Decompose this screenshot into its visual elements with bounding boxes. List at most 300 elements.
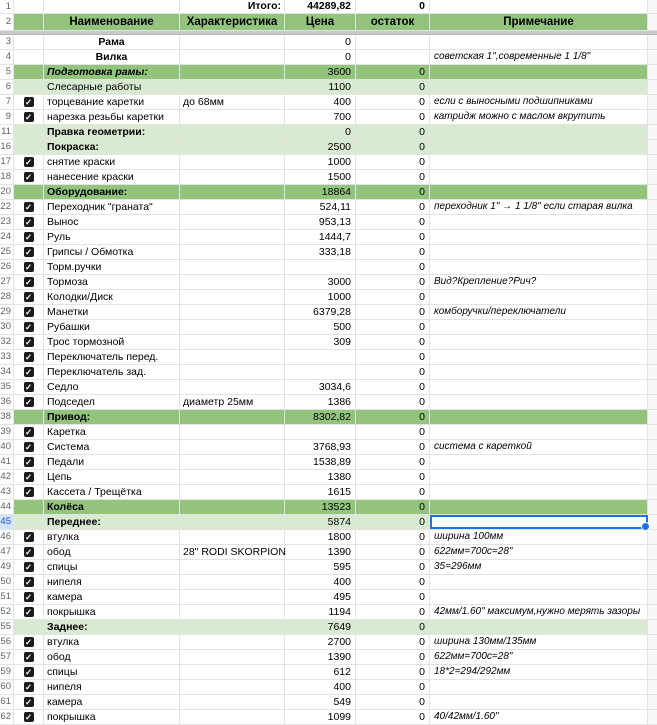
header-name[interactable]: Наименование	[44, 14, 180, 30]
checkbox-cell[interactable]	[14, 260, 44, 274]
row-number[interactable]: 44	[0, 500, 14, 514]
cell-name[interactable]: втулка	[44, 635, 180, 649]
totals-label[interactable]: Итого:	[180, 0, 285, 13]
checkbox-checked-icon[interactable]	[24, 427, 34, 437]
cell-characteristic[interactable]	[180, 560, 285, 574]
row-number[interactable]: 34	[0, 365, 14, 379]
row-number[interactable]: 26	[0, 260, 14, 274]
cell-name[interactable]: Слесарные работы	[44, 80, 180, 94]
cell-stock[interactable]: 0	[356, 710, 430, 724]
checkbox-checked-icon[interactable]	[24, 277, 34, 287]
cell-note[interactable]	[430, 500, 648, 514]
cell-characteristic[interactable]	[180, 290, 285, 304]
selected-cell[interactable]	[430, 515, 648, 529]
cell-stock[interactable]: 0	[356, 335, 430, 349]
cell-note[interactable]	[430, 590, 648, 604]
cell-name[interactable]: Трос тормозной	[44, 335, 180, 349]
cell-name[interactable]: Вилка	[44, 50, 180, 64]
cell-stock[interactable]: 0	[356, 695, 430, 709]
cell-characteristic[interactable]	[180, 80, 285, 94]
cell-price[interactable]: 13523	[285, 500, 356, 514]
cell-note[interactable]: система с кареткой	[430, 440, 648, 454]
cell-note[interactable]: ширина 130мм/135мм	[430, 635, 648, 649]
cell-stock[interactable]: 0	[356, 185, 430, 199]
checkbox-cell-empty[interactable]	[14, 515, 44, 529]
cell-note[interactable]	[430, 290, 648, 304]
checkbox-checked-icon[interactable]	[24, 652, 34, 662]
checkbox-cell-empty[interactable]	[14, 410, 44, 424]
cell-price[interactable]: 3768,93	[285, 440, 356, 454]
cell-note[interactable]	[430, 335, 648, 349]
cell-name[interactable]: втулка	[44, 530, 180, 544]
cell-stock[interactable]: 0	[356, 545, 430, 559]
cell-stock[interactable]: 0	[356, 575, 430, 589]
checkbox-cell-empty[interactable]	[14, 50, 44, 64]
cell-stock[interactable]: 0	[356, 680, 430, 694]
row-number[interactable]: 22	[0, 200, 14, 214]
cell-characteristic[interactable]	[180, 605, 285, 619]
checkbox-cell-empty[interactable]	[14, 500, 44, 514]
cell-name[interactable]: Переходник "граната"	[44, 200, 180, 214]
cell-characteristic[interactable]	[180, 575, 285, 589]
cell-characteristic[interactable]	[180, 425, 285, 439]
cell-characteristic[interactable]	[180, 665, 285, 679]
cell-name[interactable]: Цепь	[44, 470, 180, 484]
totals-stock-value[interactable]: 0	[356, 0, 430, 13]
cell-stock[interactable]: 0	[356, 665, 430, 679]
row-number[interactable]: 18	[0, 170, 14, 184]
fill-handle[interactable]	[641, 522, 650, 531]
cell-stock[interactable]: 0	[356, 110, 430, 124]
cell-note[interactable]: Вид?Крепление?Рич?	[430, 275, 648, 289]
cell-characteristic[interactable]	[180, 215, 285, 229]
checkbox-cell[interactable]	[14, 305, 44, 319]
cell-price[interactable]: 2500	[285, 140, 356, 154]
cell-stock[interactable]: 0	[356, 380, 430, 394]
checkbox-checked-icon[interactable]	[24, 637, 34, 647]
header-checkbox-col[interactable]	[14, 14, 44, 30]
cell-name[interactable]: покрышка	[44, 710, 180, 724]
checkbox-checked-icon[interactable]	[24, 667, 34, 677]
checkbox-checked-icon[interactable]	[24, 442, 34, 452]
cell-price[interactable]: 3000	[285, 275, 356, 289]
cell-note[interactable]: 622мм=700с=28"	[430, 650, 648, 664]
checkbox-checked-icon[interactable]	[24, 247, 34, 257]
cell-characteristic[interactable]	[180, 380, 285, 394]
cell-name[interactable]: Подседел	[44, 395, 180, 409]
cell-name[interactable]: нанесение краски	[44, 170, 180, 184]
checkbox-cell[interactable]	[14, 575, 44, 589]
cell-price[interactable]: 3034,6	[285, 380, 356, 394]
checkbox-cell[interactable]	[14, 710, 44, 724]
checkbox-cell[interactable]	[14, 365, 44, 379]
cell-note[interactable]	[430, 260, 648, 274]
row-number[interactable]: 42	[0, 470, 14, 484]
checkbox-cell[interactable]	[14, 635, 44, 649]
checkbox-cell-empty[interactable]	[14, 125, 44, 139]
row-number[interactable]: 57	[0, 650, 14, 664]
checkbox-cell[interactable]	[14, 350, 44, 364]
cell-note[interactable]: 18*2=294/292мм	[430, 665, 648, 679]
cell-name[interactable]: Кассета / Трещётка	[44, 485, 180, 499]
cell-name[interactable]: Грипсы / Обмотка	[44, 245, 180, 259]
checkbox-cell-empty[interactable]	[14, 620, 44, 634]
row-number[interactable]: 35	[0, 380, 14, 394]
cell-price[interactable]: 1194	[285, 605, 356, 619]
cell-stock[interactable]: 0	[356, 635, 430, 649]
checkbox-checked-icon[interactable]	[24, 547, 34, 557]
cell-name[interactable]: Система	[44, 440, 180, 454]
cell-price[interactable]: 400	[285, 575, 356, 589]
cell-characteristic[interactable]	[180, 650, 285, 664]
checkbox-checked-icon[interactable]	[24, 562, 34, 572]
cell-name[interactable]: Манетки	[44, 305, 180, 319]
cell-stock[interactable]: 0	[356, 125, 430, 139]
cell-stock[interactable]: 0	[356, 425, 430, 439]
row-number[interactable]: 32	[0, 335, 14, 349]
cell-note[interactable]	[430, 680, 648, 694]
checkbox-cell[interactable]	[14, 695, 44, 709]
header-note[interactable]: Примечание	[430, 14, 648, 30]
row-number[interactable]: 62	[0, 710, 14, 724]
cell-stock[interactable]: 0	[356, 470, 430, 484]
checkbox-cell[interactable]	[14, 665, 44, 679]
cell-name[interactable]: Заднее:	[44, 620, 180, 634]
cell-note[interactable]	[430, 35, 648, 49]
cell-name[interactable]: нипеля	[44, 680, 180, 694]
cell-price[interactable]: 8302,82	[285, 410, 356, 424]
cell-price[interactable]: 1538,89	[285, 455, 356, 469]
cell-characteristic[interactable]	[180, 530, 285, 544]
checkbox-checked-icon[interactable]	[24, 307, 34, 317]
cell-stock[interactable]: 0	[356, 200, 430, 214]
cell-characteristic[interactable]	[180, 230, 285, 244]
cell-price[interactable]: 7649	[285, 620, 356, 634]
cell-note[interactable]	[430, 215, 648, 229]
row-number[interactable]: 36	[0, 395, 14, 409]
cell-stock[interactable]: 0	[356, 80, 430, 94]
row-number[interactable]: 27	[0, 275, 14, 289]
cell-stock[interactable]: 0	[356, 320, 430, 334]
row-number[interactable]: 29	[0, 305, 14, 319]
cell-stock[interactable]: 0	[356, 605, 430, 619]
row-number[interactable]: 39	[0, 425, 14, 439]
cell-characteristic[interactable]	[180, 110, 285, 124]
row-number[interactable]: 52	[0, 605, 14, 619]
cell-stock[interactable]: 0	[356, 485, 430, 499]
checkbox-cell[interactable]	[14, 380, 44, 394]
checkbox-cell[interactable]	[14, 200, 44, 214]
checkbox-cell[interactable]	[14, 485, 44, 499]
cell-characteristic[interactable]	[180, 365, 285, 379]
cell-name[interactable]: нипеля	[44, 575, 180, 589]
cell-price[interactable]	[285, 260, 356, 274]
cell-stock[interactable]: 0	[356, 620, 430, 634]
cell-price[interactable]	[285, 425, 356, 439]
checkbox-cell[interactable]	[14, 395, 44, 409]
row-number[interactable]: 9	[0, 110, 14, 124]
cell-name[interactable]: Переднее:	[44, 515, 180, 529]
cell-characteristic[interactable]	[180, 320, 285, 334]
cell-characteristic[interactable]	[180, 620, 285, 634]
cell-price[interactable]: 500	[285, 320, 356, 334]
cell-characteristic[interactable]	[180, 410, 285, 424]
cell-name[interactable]: нарезка резьбы каретки	[44, 110, 180, 124]
cell-price[interactable]: 1380	[285, 470, 356, 484]
row-number[interactable]: 5	[0, 65, 14, 79]
checkbox-cell[interactable]	[14, 215, 44, 229]
cell-note-empty[interactable]	[430, 0, 648, 13]
cell-price[interactable]: 1386	[285, 395, 356, 409]
cell-stock[interactable]: 0	[356, 650, 430, 664]
cell-price[interactable]: 0	[285, 35, 356, 49]
cell-note[interactable]	[430, 320, 648, 334]
cell-price[interactable]: 1099	[285, 710, 356, 724]
cell-name[interactable]: торцевание каретки	[44, 95, 180, 109]
checkbox-checked-icon[interactable]	[24, 337, 34, 347]
checkbox-checked-icon[interactable]	[24, 607, 34, 617]
cell-stock[interactable]: 0	[356, 440, 430, 454]
row-number[interactable]: 20	[0, 185, 14, 199]
cell-price[interactable]: 1800	[285, 530, 356, 544]
cell-note[interactable]	[430, 575, 648, 589]
cell-stock[interactable]: 0	[356, 275, 430, 289]
checkbox-cell-empty[interactable]	[14, 140, 44, 154]
row-number[interactable]: 7	[0, 95, 14, 109]
cell-note[interactable]: 35=296мм	[430, 560, 648, 574]
cell-note[interactable]	[430, 425, 648, 439]
checkbox-checked-icon[interactable]	[24, 217, 34, 227]
checkbox-checked-icon[interactable]	[24, 712, 34, 722]
cell-stock[interactable]: 0	[356, 590, 430, 604]
checkbox-checked-icon[interactable]	[24, 97, 34, 107]
checkbox-cell[interactable]	[14, 335, 44, 349]
row-number[interactable]: 47	[0, 545, 14, 559]
checkbox-cell-empty[interactable]	[14, 185, 44, 199]
cell-stock[interactable]: 0	[356, 365, 430, 379]
cell-price[interactable]: 549	[285, 695, 356, 709]
cell-stock[interactable]: 0	[356, 140, 430, 154]
cell-note[interactable]	[430, 245, 648, 259]
checkbox-cell[interactable]	[14, 275, 44, 289]
cell-note[interactable]: если с выносными подшипниками	[430, 95, 648, 109]
row-number[interactable]: 56	[0, 635, 14, 649]
cell-price[interactable]: 1000	[285, 155, 356, 169]
cell-price[interactable]: 5874	[285, 515, 356, 529]
cell-price[interactable]: 1500	[285, 170, 356, 184]
cell-name[interactable]: Руль	[44, 230, 180, 244]
cell-name[interactable]: Седло	[44, 380, 180, 394]
checkbox-checked-icon[interactable]	[24, 487, 34, 497]
cell-stock[interactable]: 0	[356, 215, 430, 229]
cell-stock[interactable]: 0	[356, 530, 430, 544]
cell-note[interactable]	[430, 185, 648, 199]
checkbox-checked-icon[interactable]	[24, 352, 34, 362]
checkbox-cell[interactable]	[14, 95, 44, 109]
cell-characteristic[interactable]	[180, 140, 285, 154]
header-price[interactable]: Цена	[285, 14, 356, 30]
cell-name[interactable]: Рубашки	[44, 320, 180, 334]
checkbox-checked-icon[interactable]	[24, 577, 34, 587]
row-number[interactable]: 59	[0, 665, 14, 679]
cell-price[interactable]: 953,13	[285, 215, 356, 229]
cell-stock[interactable]: 0	[356, 515, 430, 529]
row-number[interactable]: 17	[0, 155, 14, 169]
cell-name[interactable]: Подготовка рамы:	[44, 65, 180, 79]
cell-note[interactable]	[430, 455, 648, 469]
cell-characteristic[interactable]	[180, 35, 285, 49]
cell-name[interactable]: камера	[44, 695, 180, 709]
row-number[interactable]: 55	[0, 620, 14, 634]
cell-note[interactable]	[430, 65, 648, 79]
checkbox-cell-empty[interactable]	[14, 65, 44, 79]
cell-note[interactable]	[430, 380, 648, 394]
cell-characteristic[interactable]	[180, 50, 285, 64]
cell-price[interactable]: 1390	[285, 545, 356, 559]
checkbox-cell[interactable]	[14, 230, 44, 244]
cell-price[interactable]: 1615	[285, 485, 356, 499]
checkbox-checked-icon[interactable]	[24, 232, 34, 242]
cell-stock[interactable]: 0	[356, 260, 430, 274]
cell-characteristic[interactable]: 28" RODI SKORPION	[180, 545, 285, 559]
cell-characteristic[interactable]	[180, 200, 285, 214]
checkbox-cell[interactable]	[14, 245, 44, 259]
cell-name[interactable]: Каретка	[44, 425, 180, 439]
checkbox-cell-empty[interactable]	[14, 35, 44, 49]
checkbox-cell[interactable]	[14, 455, 44, 469]
cell-name[interactable]: Привод:	[44, 410, 180, 424]
checkbox-checked-icon[interactable]	[24, 592, 34, 602]
cell-stock[interactable]: 0	[356, 65, 430, 79]
cell-characteristic[interactable]	[180, 125, 285, 139]
cell-name[interactable]: Колодки/Диск	[44, 290, 180, 304]
cell-note[interactable]: переходник 1" → 1 1/8" если старая вилка	[430, 200, 648, 214]
cell-characteristic[interactable]	[180, 185, 285, 199]
cell-characteristic[interactable]	[180, 500, 285, 514]
row-number[interactable]: 24	[0, 230, 14, 244]
cell-price[interactable]: 6379,28	[285, 305, 356, 319]
cell-name[interactable]: Оборудование:	[44, 185, 180, 199]
checkbox-cell[interactable]	[14, 590, 44, 604]
row-number[interactable]: 45	[0, 515, 14, 529]
cell-note[interactable]	[430, 125, 648, 139]
checkbox-cell[interactable]	[14, 155, 44, 169]
cell-name[interactable]: Рама	[44, 35, 180, 49]
cell-price[interactable]: 524,11	[285, 200, 356, 214]
cell-note[interactable]	[430, 395, 648, 409]
cell-price[interactable]	[285, 365, 356, 379]
cell-name[interactable]: спицы	[44, 560, 180, 574]
row-number[interactable]: 25	[0, 245, 14, 259]
cell-price[interactable]: 612	[285, 665, 356, 679]
cell-price[interactable]: 3600	[285, 65, 356, 79]
cell-price[interactable]: 1000	[285, 290, 356, 304]
cell-note[interactable]	[430, 695, 648, 709]
cell-stock[interactable]: 0	[356, 455, 430, 469]
row-number[interactable]: 60	[0, 680, 14, 694]
checkbox-cell[interactable]	[14, 110, 44, 124]
cell-characteristic[interactable]	[180, 515, 285, 529]
checkbox-checked-icon[interactable]	[24, 112, 34, 122]
checkbox-cell[interactable]	[14, 470, 44, 484]
cell-note[interactable]	[430, 620, 648, 634]
row-number[interactable]: 3	[0, 35, 14, 49]
cell-characteristic[interactable]	[180, 485, 285, 499]
cell-characteristic[interactable]	[180, 710, 285, 724]
cell-stock[interactable]: 0	[356, 500, 430, 514]
checkbox-checked-icon[interactable]	[24, 367, 34, 377]
cell-stock[interactable]: 0	[356, 305, 430, 319]
cell-note[interactable]: катридж можно с маслом вкрутить	[430, 110, 648, 124]
cell-price[interactable]: 1444,7	[285, 230, 356, 244]
row-number[interactable]: 40	[0, 440, 14, 454]
cell-note[interactable]	[430, 485, 648, 499]
row-number[interactable]: 1	[0, 0, 14, 13]
cell-name[interactable]: Вынос	[44, 215, 180, 229]
cell-characteristic[interactable]	[180, 335, 285, 349]
checkbox-checked-icon[interactable]	[24, 697, 34, 707]
checkbox-cell[interactable]	[14, 440, 44, 454]
header-characteristic[interactable]: Характеристика	[180, 14, 285, 30]
cell-characteristic[interactable]	[180, 170, 285, 184]
cell-price[interactable]: 1390	[285, 650, 356, 664]
cell-stock[interactable]	[356, 50, 430, 64]
cell-stock[interactable]	[356, 35, 430, 49]
cell-stock[interactable]: 0	[356, 410, 430, 424]
row-number[interactable]: 49	[0, 560, 14, 574]
cell-name-empty[interactable]	[44, 0, 180, 13]
cell-note[interactable]	[430, 365, 648, 379]
cell-name[interactable]: Правка геометрии:	[44, 125, 180, 139]
cell-note[interactable]	[430, 230, 648, 244]
cell-characteristic[interactable]	[180, 350, 285, 364]
cell-name[interactable]: Колёса	[44, 500, 180, 514]
cell-characteristic[interactable]	[180, 695, 285, 709]
row-number[interactable]: 2	[0, 14, 14, 30]
cell-note[interactable]: 622мм=700с=28"	[430, 545, 648, 559]
cell-stock[interactable]: 0	[356, 170, 430, 184]
cell-characteristic[interactable]	[180, 305, 285, 319]
cell-price[interactable]: 400	[285, 680, 356, 694]
cell-price[interactable]: 700	[285, 110, 356, 124]
cell-note[interactable]: комборучки/переключатели	[430, 305, 648, 319]
row-number[interactable]: 33	[0, 350, 14, 364]
cell-stock[interactable]: 0	[356, 95, 430, 109]
checkbox-cell[interactable]	[14, 560, 44, 574]
cell-note[interactable]	[430, 155, 648, 169]
cell-name[interactable]: обод	[44, 650, 180, 664]
cell-price[interactable]: 309	[285, 335, 356, 349]
row-number[interactable]: 61	[0, 695, 14, 709]
checkbox-checked-icon[interactable]	[24, 322, 34, 332]
cell-name[interactable]: Переключатель зад.	[44, 365, 180, 379]
row-number[interactable]: 4	[0, 50, 14, 64]
checkbox-cell[interactable]	[14, 170, 44, 184]
cell-characteristic[interactable]	[180, 440, 285, 454]
cell-characteristic[interactable]	[180, 275, 285, 289]
header-stock[interactable]: остаток	[356, 14, 430, 30]
checkbox-cell[interactable]	[14, 650, 44, 664]
checkbox-checked-icon[interactable]	[24, 682, 34, 692]
row-number[interactable]: 43	[0, 485, 14, 499]
checkbox-cell[interactable]	[14, 530, 44, 544]
totals-value[interactable]: 44289,82	[285, 0, 356, 13]
checkbox-checked-icon[interactable]	[24, 472, 34, 482]
cell-name[interactable]: спицы	[44, 665, 180, 679]
cell-stock[interactable]: 0	[356, 290, 430, 304]
cell-note[interactable]	[430, 350, 648, 364]
checkbox-cell[interactable]	[14, 290, 44, 304]
